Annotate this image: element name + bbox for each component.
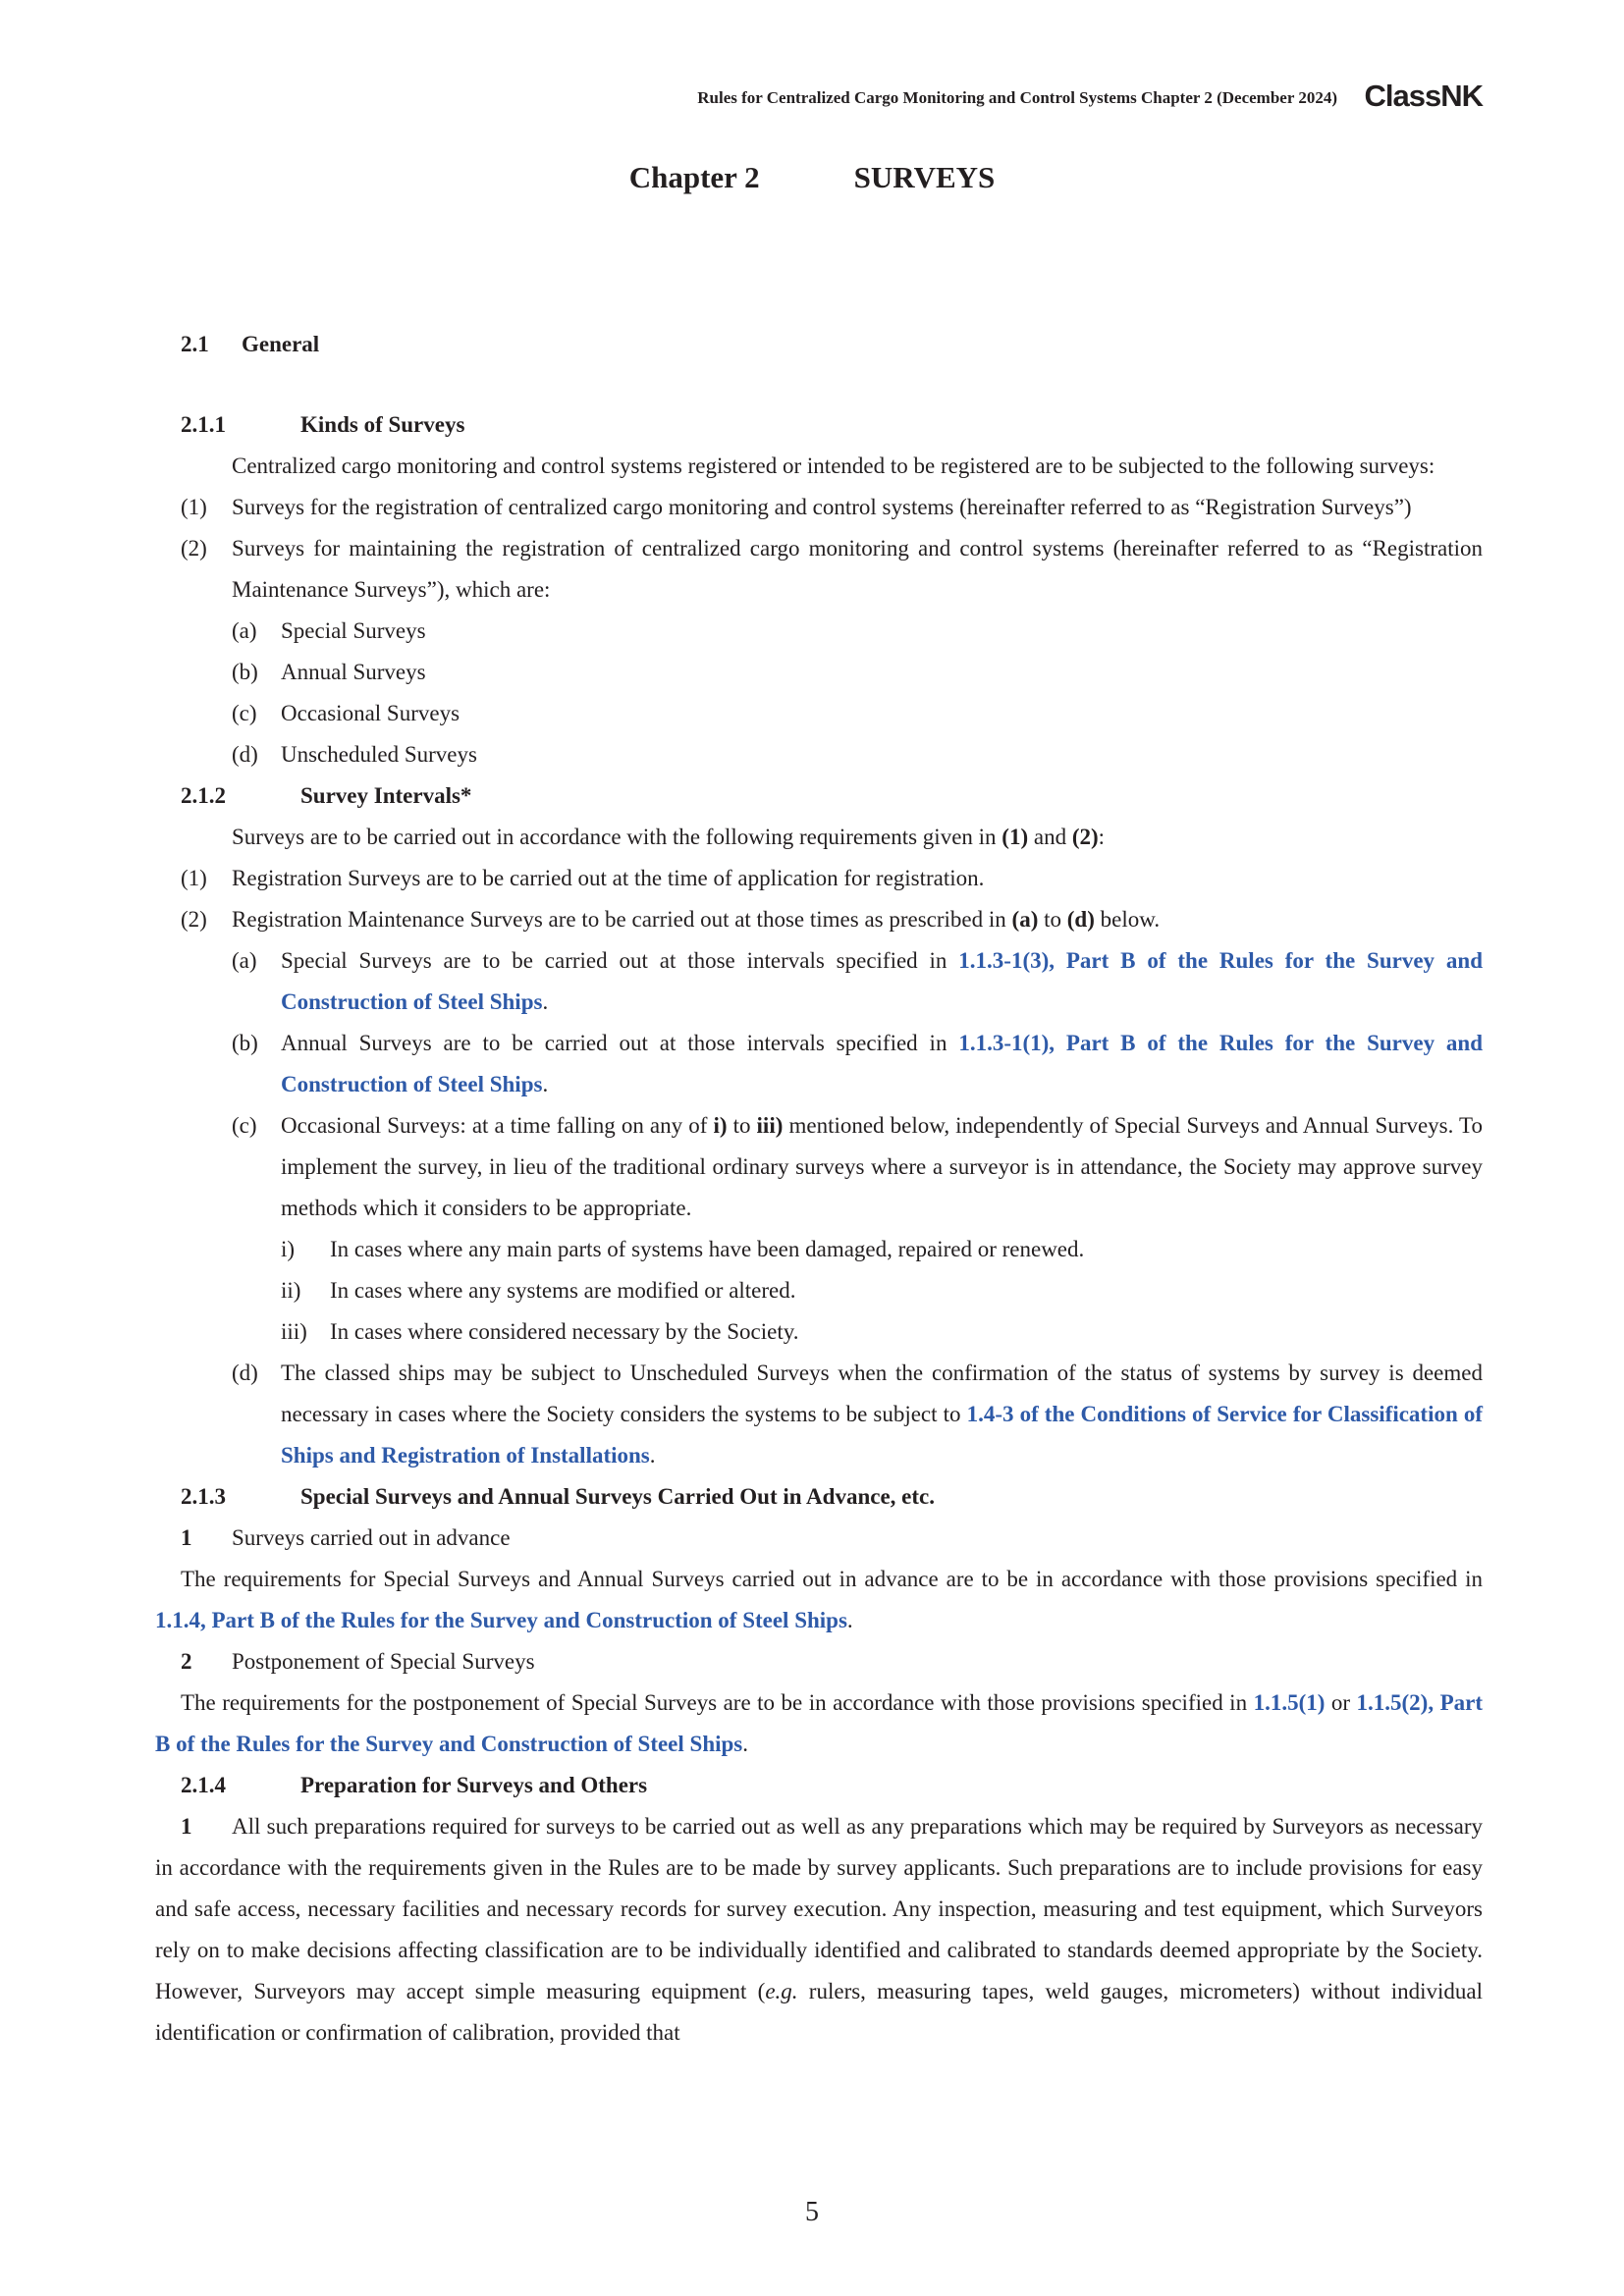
sub-list-item: (b) Annual Surveys are to be carried out at those intervals specified in 1.1.3-1(1), Part B of the Rules for the Survey and Construction of Steel Ships. (232, 1031, 1484, 1096)
section-2-1-1-intro: Centralized cargo monitoring and control systems registered or intended to be registered are to be subjected to the following surveys: (232, 454, 1435, 478)
sub-list-item: (a) Special Surveys (232, 618, 426, 643)
rule-reference-link[interactable]: 1.1.5(1) (1253, 1690, 1326, 1715)
page-header (530, 79, 1483, 118)
rule-reference-link[interactable]: 1.1.3-1(1), Part B of the Rules for the Survey and Construction of Steel Ships (281, 1031, 1484, 1096)
paragraph-text: The requirements for Special Surveys and Annual Surveys carried out in advance are to be in accordance with those provisions specified in 1.1.4, Part B of the Rules for the Survey and Construction of Steel Ships. (155, 1567, 1483, 1632)
section-2-1-3-heading: 2.1.3 Special Surveys and Annual Surveys Carried Out in Advance, etc. (181, 1484, 935, 1509)
page-body (155, 324, 1483, 2054)
paragraph-heading: 1 Surveys carried out in advance (181, 1525, 511, 1550)
list-item: (2) Registration Maintenance Surveys are to be carried out at those times as prescribed in (a) to (d) below. (181, 907, 1161, 932)
chapter-name: SURVEYS (853, 160, 996, 194)
roman-list-item: i) In cases where any main parts of systems have been damaged, repaired or renewed. (281, 1237, 1085, 1261)
roman-list-item: iii) In cases where considered necessary by the Society. (281, 1319, 799, 1344)
rule-reference-link[interactable]: 1.1.5(2), Part B of the Rules for the Survey and Construction of Steel Ships (155, 1690, 1483, 1756)
section-2-1-2-heading: 2.1.2 Survey Intervals* (181, 783, 472, 808)
section-2-1-2-intro: Surveys are to be carried out in accordance with the following requirements given in (1) and (2): (232, 825, 1106, 849)
sub-list-item: (a) Special Surveys are to be carried out at those intervals specified in 1.1.3-1(3), Part B of the Rules for the Survey and Construction of Steel Ships. (232, 948, 1483, 1014)
sub-list-item: (c) Occasional Surveys: at a time falling on any of i) to iii) mentioned below, independently of Special Surveys and Annual Surveys. To implement the survey, in lieu of the traditional ordinary surveys where a surveyor is in attendance, the Society may approve survey methods which it considers to be appropriate. (232, 1113, 1483, 1220)
sub-list-item: (d) The classed ships may be subject to Unscheduled Surveys when the confirmation of the status of systems by survey is deemed necessary in cases where the Society considers the systems to be subject to 1.4-3 of the Conditions of Service for Classification of Ships and Registration of Installations. (232, 1361, 1483, 1468)
running-header: Rules for Centralized Cargo Monitoring and Control Systems Chapter 2 (December 2024) (697, 88, 1337, 107)
sub-list-item: (b) Annual Surveys (232, 660, 426, 684)
sub-list-item: (d) Unscheduled Surveys (232, 742, 477, 767)
paragraph-heading: 2 Postponement of Special Surveys (181, 1649, 535, 1674)
classnk-logo: ClassNK (1364, 79, 1483, 113)
chapter-label: Chapter 2 (628, 160, 760, 194)
section-2-1-heading: 2.1 General (181, 332, 320, 356)
sub-list-item: (c) Occasional Surveys (232, 701, 460, 725)
rule-reference-link[interactable]: 1.1.4, Part B of the Rules for the Survey and Construction of Steel Ships (155, 1608, 847, 1632)
section-2-1-4-heading: 2.1.4 Preparation for Surveys and Others (181, 1773, 648, 1797)
section-2-1-1-heading: 2.1.1 Kinds of Surveys (181, 412, 465, 437)
rule-reference-link[interactable]: 1.1.3-1(3), Part B of the Rules for the Survey and Construction of Steel Ships (281, 948, 1483, 1014)
roman-list-item: ii) In cases where any systems are modified or altered. (281, 1278, 796, 1303)
page-number: 5 (805, 2197, 819, 2227)
rule-reference-link[interactable]: 1.4-3 of the Conditions of Service for Classification of Ships and Registration of Installations (281, 1402, 1483, 1468)
paragraph-text: 1 All such preparations required for surveys to be carried out as well as any preparations which may be required by Surveyors as necessary in accordance with the requirements given in the Rules are to be made by survey applicants. Such preparations are to include provisions for easy and safe access, necessary facilities and necessary records for survey execution. Any inspection, measuring and test equipment, which Surveyors rely on to make decisions affecting classification are to be individually identified and calibrated to standards deemed appropriate by the Society. However, Surveyors may accept simple measuring equipment (e.g. rulers, measuring tapes, weld gauges, micrometers) without individual identification or confirmation of calibration, provided that (155, 1814, 1483, 2045)
chapter-title (0, 160, 1624, 195)
list-item: (1) Surveys for the registration of centralized cargo monitoring and control systems (hereinafter referred to as “Registration Surveys”) (181, 495, 1412, 519)
paragraph-text: The requirements for the postponement of Special Surveys are to be in accordance with those provisions specified in 1.1.5(1) or 1.1.5(2), Part B of the Rules for the Survey and Construction of Steel Ships. (155, 1690, 1483, 1756)
list-item: (1) Registration Surveys are to be carried out at the time of application for registration. (181, 866, 985, 890)
list-item: (2) Surveys for maintaining the registration of centralized cargo monitoring and control systems (hereinafter referred to as “Registration Maintenance Surveys”), which are: (181, 536, 1483, 602)
